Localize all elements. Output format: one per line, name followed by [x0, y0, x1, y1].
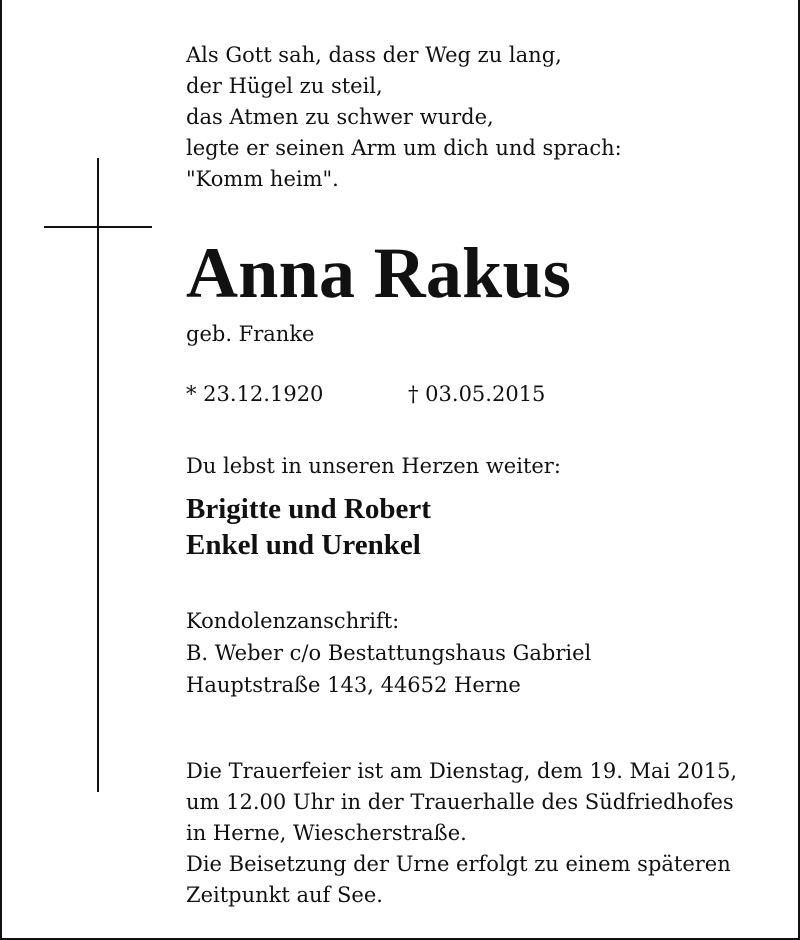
cross-horizontal-bar	[44, 226, 152, 228]
condolence-address	[186, 605, 776, 701]
service-line: um 12.00 Uhr in der Trauerhalle des Südfriedhofes	[186, 790, 734, 814]
life-dates	[186, 379, 776, 409]
mourner-name: Brigitte und Robert	[186, 493, 431, 525]
birth-date: * 23.12.1920	[186, 382, 324, 406]
deceased-name: Anna Rakus	[186, 233, 572, 313]
cross-vertical-bar	[97, 158, 99, 792]
death-date: † 03.05.2015	[408, 382, 546, 406]
notice-content	[186, 40, 776, 911]
poem-line: legte er seinen Arm um dich und sprach:	[186, 136, 622, 160]
poem-line: das Atmen zu schwer wurde,	[186, 105, 494, 129]
service-line: Zeitpunkt auf See.	[186, 883, 383, 907]
service-line: Die Beisetzung der Urne erfolgt zu einem späteren	[186, 852, 731, 876]
service-line: in Herne, Wiescherstraße.	[186, 821, 467, 845]
poem-line: Als Gott sah, dass der Weg zu lang,	[186, 43, 562, 67]
funeral-service-info	[186, 756, 776, 911]
mourners-list	[186, 491, 776, 563]
border-left	[0, 0, 2, 940]
memorial-poem	[186, 40, 776, 195]
poem-line: der Hügel zu steil,	[186, 74, 383, 98]
service-line: Die Trauerfeier ist am Dienstag, dem 19. Mai 2015,	[186, 759, 738, 783]
mourner-name: Enkel und Urenkel	[186, 529, 421, 561]
poem-line: "Komm heim".	[186, 167, 339, 191]
maiden-name: geb. Franke	[186, 322, 315, 346]
condolence-label: Kondolenzanschrift:	[186, 609, 400, 633]
address-line: Hauptstraße 143, 44652 Herne	[186, 673, 521, 697]
address-line: B. Weber c/o Bestattungshaus Gabriel	[186, 641, 592, 665]
mourners-intro: Du lebst in unseren Herzen weiter:	[186, 454, 561, 478]
